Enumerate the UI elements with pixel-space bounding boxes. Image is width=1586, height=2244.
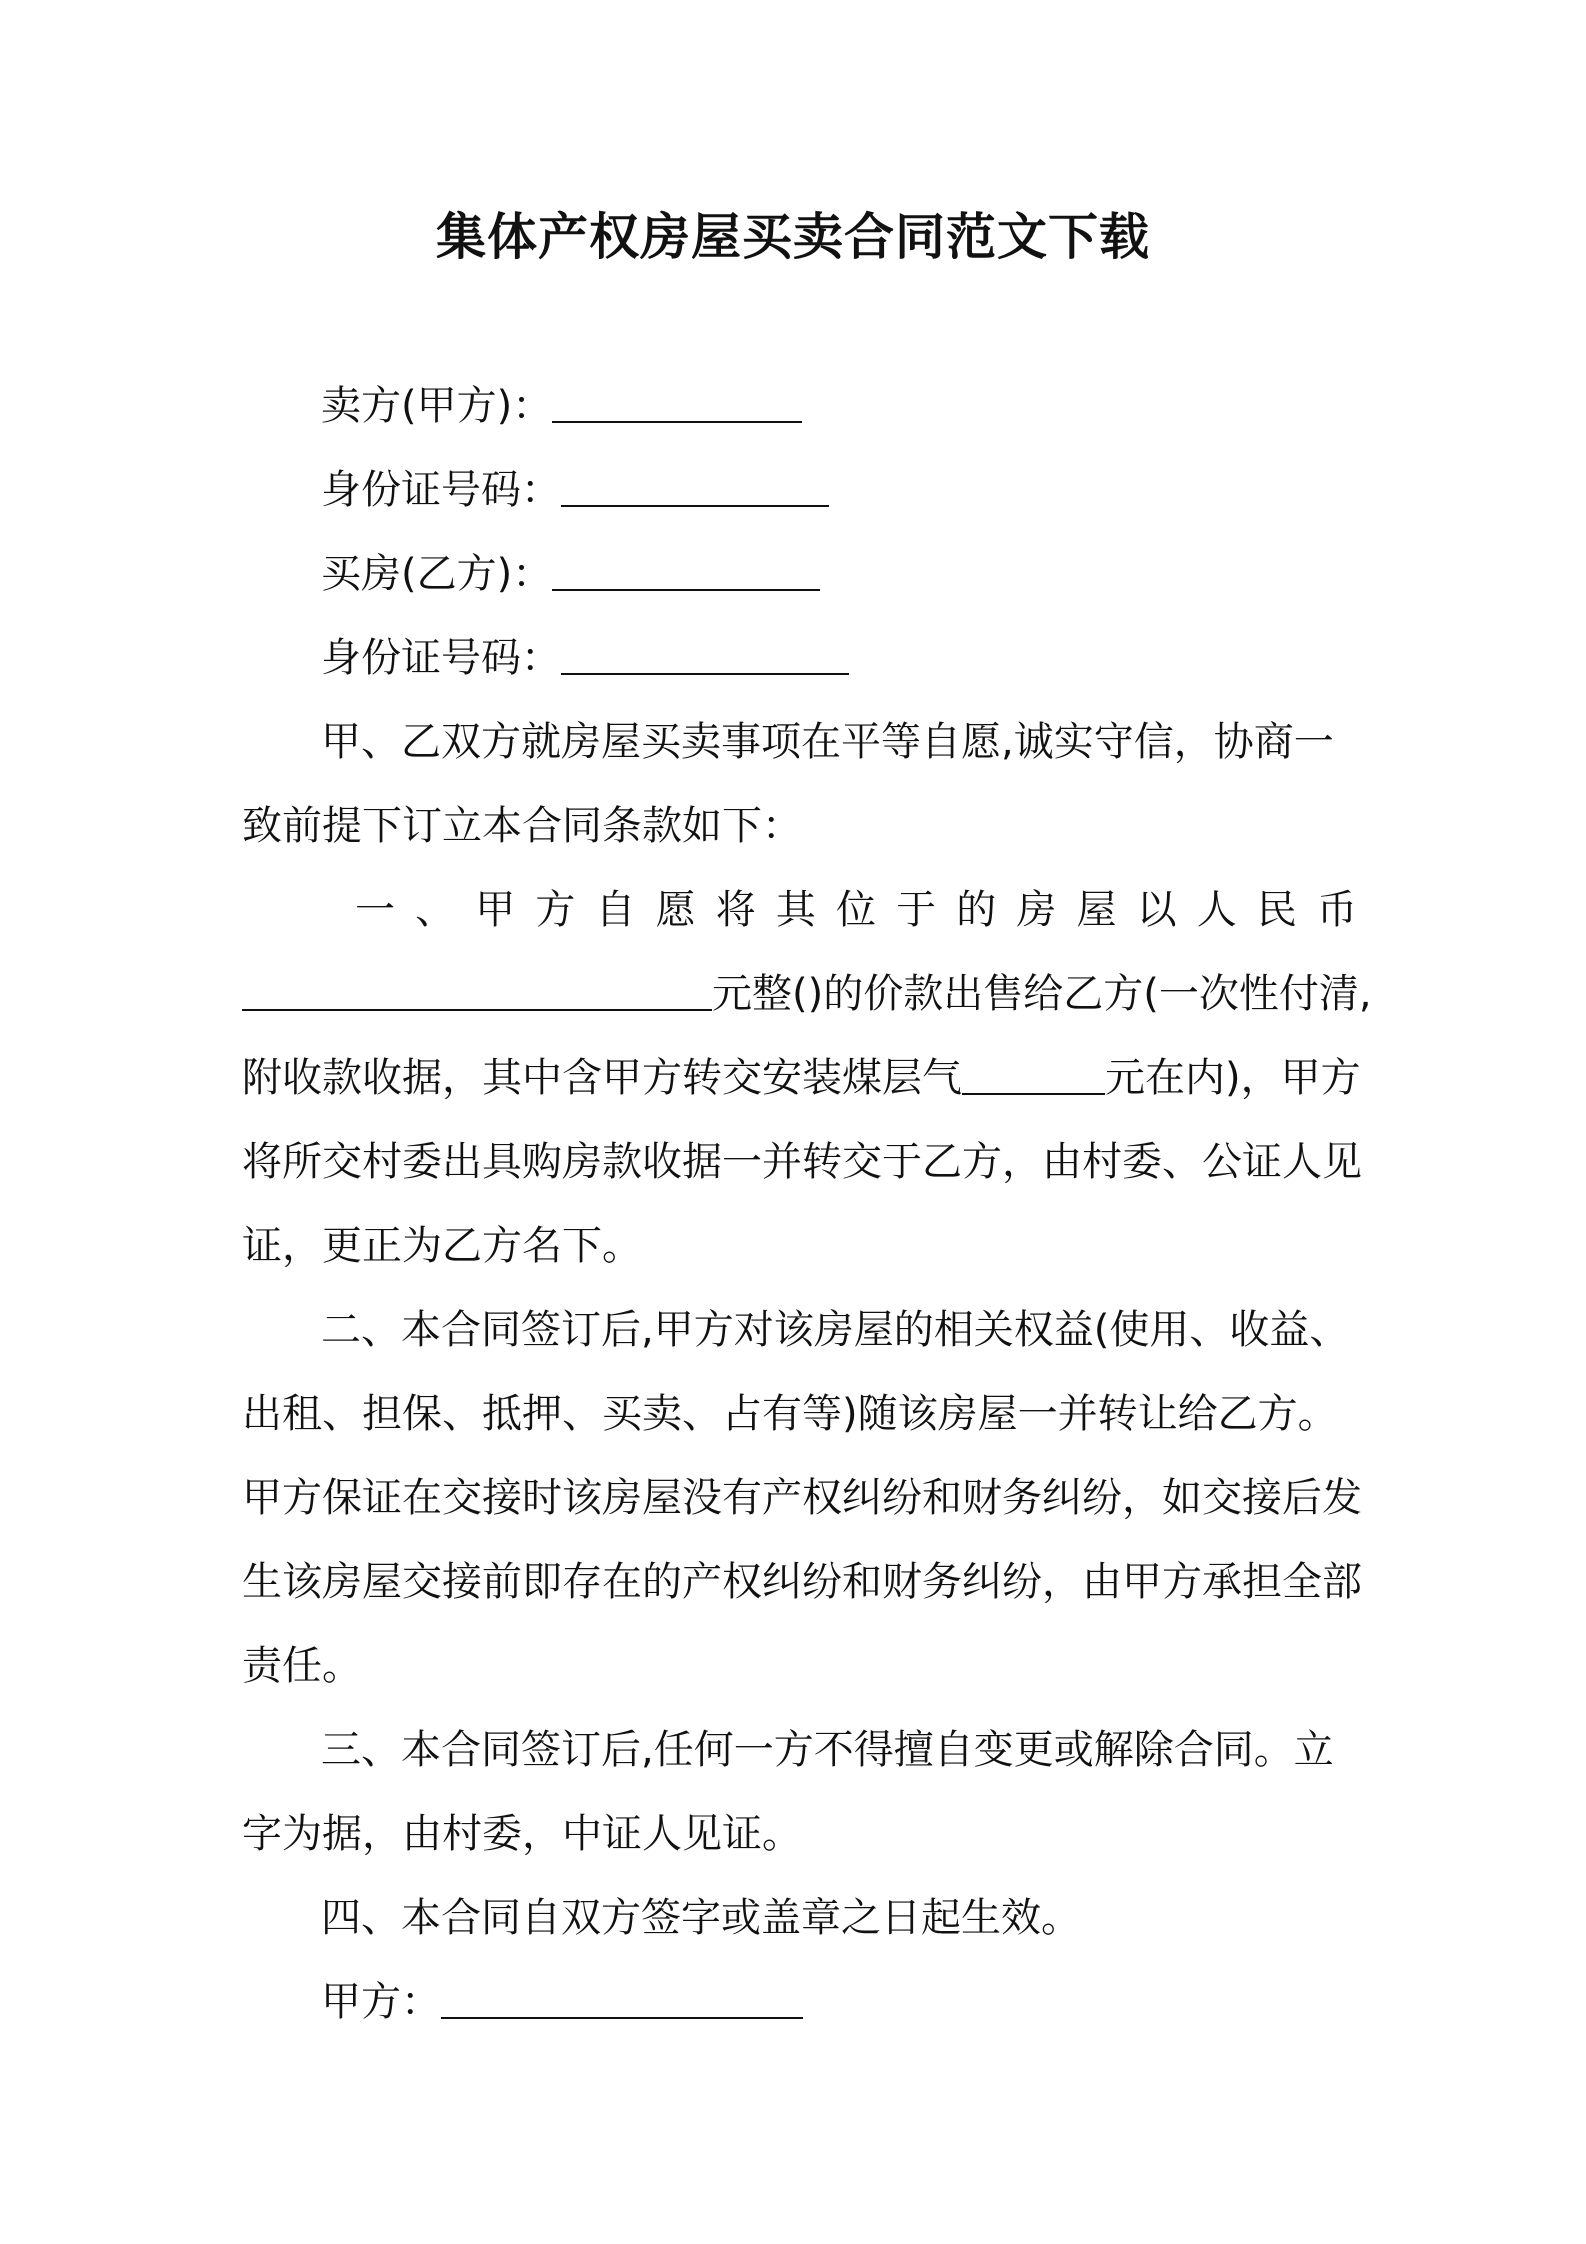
seller-id-label: 身份证号码： [321, 467, 561, 513]
buyer-label: 买房(乙方)： [321, 551, 553, 597]
clause1-line-2 [242, 952, 1372, 1036]
buyer-field [321, 532, 820, 616]
intro-line-2: 致前提下订立本合同条款如下： [242, 803, 802, 849]
clause1-line-1: 一、甲方自愿将其位于的房屋以人民币 [355, 887, 1357, 933]
clause2-line-2: 出租、担保、抵押、买卖、占有等)随该房屋一并转让给乙方。 [242, 1391, 1338, 1437]
clause1-line-5: 证，更正为乙方名下。 [242, 1223, 642, 1269]
document-title: 集体产权房屋买卖合同范文下载 [436, 208, 1150, 266]
clause1-line-3 [242, 1036, 1361, 1120]
party-a-blank [441, 1977, 803, 2019]
price-blank [242, 969, 712, 1011]
clause1-line-3-text-b: 元在内)，甲方 [1105, 1055, 1361, 1101]
buyer-id-field [321, 616, 849, 700]
clause1-line-2-text: 元整()的价款出售给乙方(一次性付清, [712, 971, 1372, 1017]
clause4-line-1: 四、本合同自双方签字或盖章之日起生效。 [321, 1895, 1081, 1941]
clause2-line-5: 责任。 [242, 1643, 362, 1689]
clause3-line-1: 三、本合同签订后,任何一方不得擅自变更或解除合同。立 [321, 1727, 1334, 1773]
clause2-line-4: 生该房屋交接前即存在的产权纠纷和财务纠纷，由甲方承担全部 [242, 1559, 1362, 1605]
clause1-line-3-text-a: 附收款收据，其中含甲方转交安装煤层气 [242, 1055, 962, 1101]
buyer-blank [552, 549, 820, 591]
buyer-id-blank [561, 633, 849, 675]
clause3-line-2: 字为据，由村委，中证人见证。 [242, 1811, 802, 1857]
seller-id-blank [561, 465, 829, 507]
clause1-line-4: 将所交村委出具购房款收据一并转交于乙方，由村委、公证人见 [242, 1139, 1362, 1185]
seller-label: 卖方(甲方)： [321, 383, 553, 429]
seller-field [321, 364, 802, 448]
seller-blank [552, 381, 802, 423]
gas-fee-blank [962, 1053, 1105, 1095]
clause2-line-3: 甲方保证在交接时该房屋没有产权纠纷和财务纠纷，如交接后发 [242, 1475, 1362, 1521]
party-a-label: 甲方： [321, 1979, 441, 2025]
party-a-signature [321, 1960, 803, 2044]
seller-id-field [321, 448, 829, 532]
clause2-line-1: 二、本合同签订后,甲方对该房屋的相关权益(使用、收益、 [321, 1307, 1350, 1353]
buyer-id-label: 身份证号码： [321, 635, 561, 681]
intro-line-1: 甲、乙双方就房屋买卖事项在平等自愿,诚实守信，协商一 [321, 719, 1334, 765]
